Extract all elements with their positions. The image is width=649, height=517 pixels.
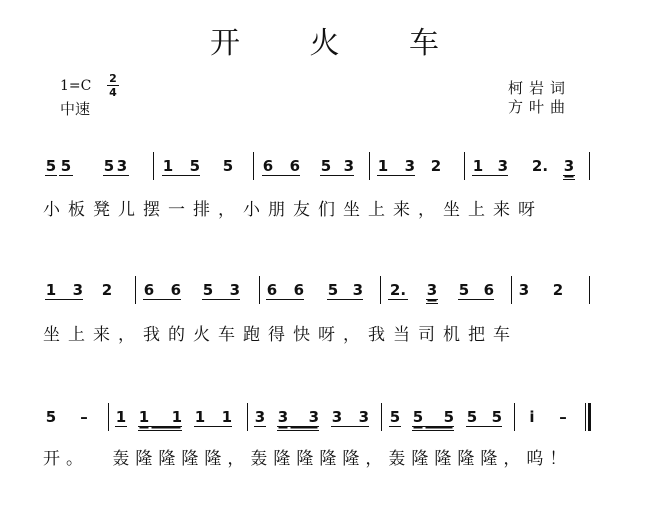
note: 5 — [60, 157, 72, 175]
note: 1 — [115, 408, 127, 426]
time-signature — [107, 73, 119, 98]
note: 1 — [45, 281, 57, 299]
note: 5 — [222, 157, 234, 175]
final-bar-thin — [585, 403, 586, 431]
note: 5 — [458, 281, 470, 299]
bar-line — [369, 152, 370, 180]
final-bar-line — [585, 403, 591, 431]
note: 3 — [214, 281, 240, 300]
song-title: 开 火 车 — [209, 26, 470, 61]
note: 3 — [518, 281, 530, 299]
notation-line-3 — [0, 403, 649, 433]
note: 6 — [266, 281, 278, 299]
key-signature: 1=C — [60, 78, 92, 94]
note: 6 — [278, 281, 304, 300]
note: 3 — [343, 408, 369, 427]
note: 5 — [412, 408, 424, 426]
notation-line-2 — [0, 276, 649, 306]
note: 5 — [424, 408, 454, 427]
note: 5 — [389, 408, 401, 426]
note: 3 — [563, 157, 575, 175]
note: 3 — [339, 281, 363, 300]
note: 1 — [138, 408, 150, 426]
final-bar-thick — [588, 403, 591, 431]
note: 2 — [101, 281, 113, 299]
bar-line — [380, 276, 381, 304]
note: 5 — [320, 157, 332, 175]
composer-credit: 方叶曲 — [508, 98, 572, 116]
bar-line — [253, 152, 254, 180]
note: 5 — [327, 281, 339, 299]
lyrics-line-2: 坐上来，我的火车跑得快呀，我当司机把车 — [43, 325, 518, 345]
note: 2. — [531, 157, 549, 175]
note: 2. — [389, 281, 407, 299]
bar-line — [514, 403, 515, 431]
note: 5 — [45, 157, 57, 175]
note: 5 — [174, 157, 200, 176]
note: 1 — [150, 408, 182, 427]
note: – — [80, 408, 88, 426]
note: 3 — [426, 281, 438, 299]
note: 3 — [57, 281, 83, 300]
note: 3 — [254, 408, 266, 426]
bar-line — [247, 403, 248, 431]
time-signature-top: 2 — [109, 72, 117, 85]
note: 2 — [430, 157, 442, 175]
note: 3 — [389, 157, 415, 176]
note: 6 — [262, 157, 274, 175]
note: 3 — [484, 157, 508, 176]
note: 6 — [274, 157, 300, 176]
notation-line-1 — [0, 152, 649, 182]
note: 3 — [332, 157, 354, 176]
note: 5 — [103, 157, 115, 175]
note: 5 — [45, 408, 57, 426]
bar-line — [153, 152, 154, 180]
note: 5 — [202, 281, 214, 299]
note: 2 — [552, 281, 564, 299]
note: 1 — [472, 157, 484, 175]
bar-line — [589, 152, 590, 180]
note: 1 — [162, 157, 174, 175]
note: 6 — [155, 281, 181, 300]
lyrics-line-3: 开。 轰隆隆隆隆，轰隆隆隆隆，轰隆隆隆隆，呜！ — [43, 449, 573, 469]
note: 6 — [470, 281, 494, 300]
note: 3 — [331, 408, 343, 426]
note: 1 — [206, 408, 232, 427]
note: 1 — [194, 408, 206, 426]
bar-line — [259, 276, 260, 304]
note: 5 — [478, 408, 502, 427]
note: 3 — [289, 408, 319, 427]
bar-line — [464, 152, 465, 180]
note: 3 — [116, 157, 128, 175]
bar-line — [589, 276, 590, 304]
bar-line — [511, 276, 512, 304]
lyricist-credit: 柯岩词 — [508, 79, 572, 97]
note: 5 — [466, 408, 478, 426]
bar-line — [381, 403, 382, 431]
bar-line — [108, 403, 109, 431]
note: – — [559, 408, 567, 426]
note-high: i — [529, 408, 535, 426]
bar-line — [135, 276, 136, 304]
note: 1 — [377, 157, 389, 175]
lyrics-line-1: 小板凳儿摆一排，小朋友们坐上来，坐上来呀 — [43, 200, 543, 220]
time-signature-bottom: 4 — [109, 86, 117, 99]
note: 3 — [277, 408, 289, 426]
note: 6 — [143, 281, 155, 299]
tempo-marking: 中速 — [60, 100, 91, 118]
